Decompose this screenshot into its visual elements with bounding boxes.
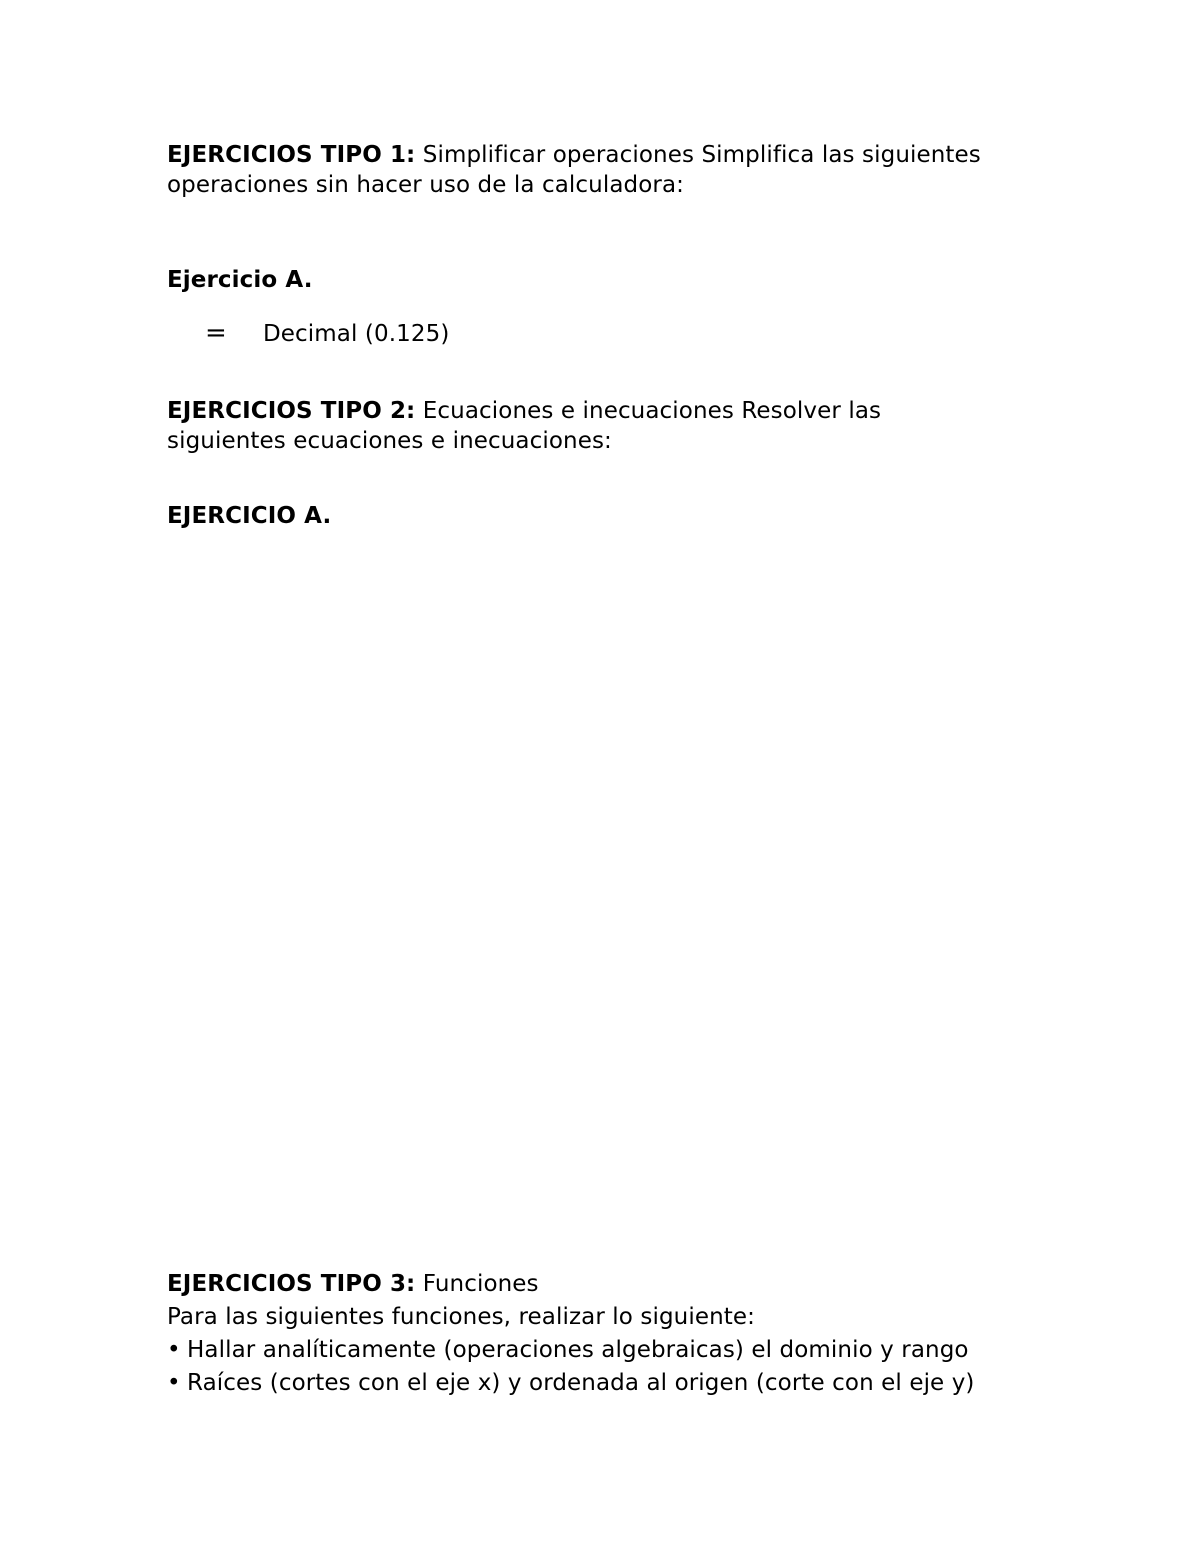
section-1-heading: EJERCICIOS TIPO 1: [167,142,416,168]
exercise-a-title-2: EJERCICIO A. [167,503,332,529]
bullet-text-2: Raíces (cortes con el eje x) y ordenada al origen (corte con el eje y) [187,1370,975,1396]
result-row [205,318,449,349]
section-3-line-1 [167,1269,975,1299]
exercise-a-title: Ejercicio A. [167,267,313,293]
section-1-text-2: operaciones sin hacer uso de la calculadora: [167,172,685,198]
section-tipo-3 [167,1269,975,1398]
bullet-icon: • [167,1337,181,1363]
section-3-heading: EJERCICIOS TIPO 3: [167,1271,416,1297]
equals-sign: = [205,318,227,348]
section-3-text-1: Funciones [422,1271,539,1297]
bullet-text-1: Hallar analíticamente (operaciones algebraicas) el dominio y rango [187,1337,969,1363]
section-1-line-1 [167,140,981,170]
section-3-intro: Para las siguientes funciones, realizar lo siguiente: [167,1304,755,1330]
result-decimal: Decimal (0.125) [263,321,450,347]
bullet-item [167,1335,975,1365]
bullet-item [167,1368,975,1398]
section-2-text-1: Ecuaciones e inecuaciones Resolver las [422,398,882,424]
section-2-text-2: siguientes ecuaciones e inecuaciones: [167,428,612,454]
section-2-heading: EJERCICIOS TIPO 2: [167,398,416,424]
section-tipo-1 [167,140,981,200]
bullet-icon: • [167,1370,181,1396]
section-2-line-1 [167,396,881,426]
section-1-text-1: Simplificar operaciones Simplifica las siguientes [422,142,981,168]
section-tipo-2 [167,396,881,456]
